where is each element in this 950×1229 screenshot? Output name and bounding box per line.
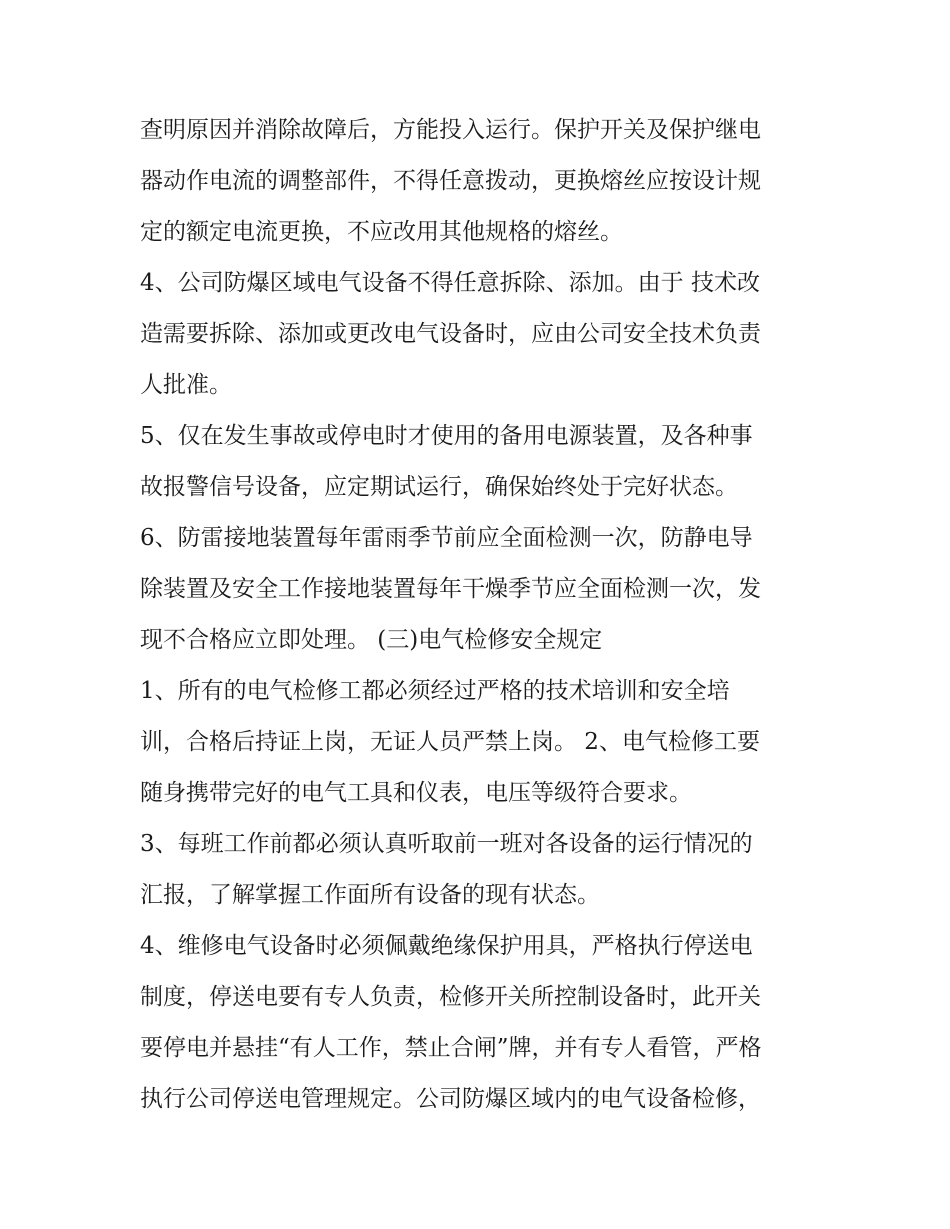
text-line: 执行公司停送电管理规定。公司防爆区域内的电气设备检修，	[140, 1086, 761, 1112]
text-line: 随身携带完好的电气工具和仪表，电压等级符合要求。	[140, 780, 692, 806]
text-line: 查明原因并消除故障后，方能投入运行。保护开关及保护继电	[140, 117, 761, 143]
text-line: 制度，停送电要有专人负责，检修开关所控制设备时，此开关	[140, 984, 761, 1010]
text-line: 造需要拆除、添加或更改电气设备时，应由公司安全技术负责	[140, 321, 761, 347]
text-line: 人批准。	[140, 372, 232, 398]
text-line: 汇报，了解掌握工作面所有设备的现有状态。	[140, 882, 600, 908]
text-line: 6、防雷接地装置每年雷雨季节前应全面检测一次，防静电导	[140, 525, 753, 551]
text-line: 5、仅在发生事故或停电时才使用的备用电源装置，及各种事	[140, 423, 753, 449]
text-line: 训，合格后持证上岗，无证人员严禁上岗。 2、电气检修工要	[140, 729, 760, 755]
body-text	[140, 105, 820, 1125]
text-line: 故报警信号设备，应定期试运行，确保始终处于完好状态。	[140, 474, 738, 500]
text-line: 3、每班工作前都必须认真听取前一班对各设备的运行情况的	[140, 831, 753, 857]
text-line: 除装置及安全工作接地装置每年干燥季节应全面检测一次，发	[140, 576, 761, 602]
text-line: 4、公司防爆区域电气设备不得任意拆除、添加。由于 技术改	[140, 270, 760, 296]
text-line: 要停电并悬挂“有人工作，禁止合闸”牌，并有专人看管，严格	[140, 1035, 762, 1061]
text-line: 1、所有的电气检修工都必须经过严格的技术培训和安全培	[140, 678, 730, 704]
text-line: 定的额定电流更换，不应改用其他规格的熔丝。	[140, 219, 623, 245]
text-line: 现不合格应立即处理。 (三)电气检修安全规定	[140, 627, 603, 653]
text-line: 4、维修电气设备时必须佩戴绝缘保护用具，严格执行停送电	[140, 933, 753, 959]
text-line: 器动作电流的调整部件，不得任意拨动，更换熔丝应按设计规	[140, 168, 761, 194]
